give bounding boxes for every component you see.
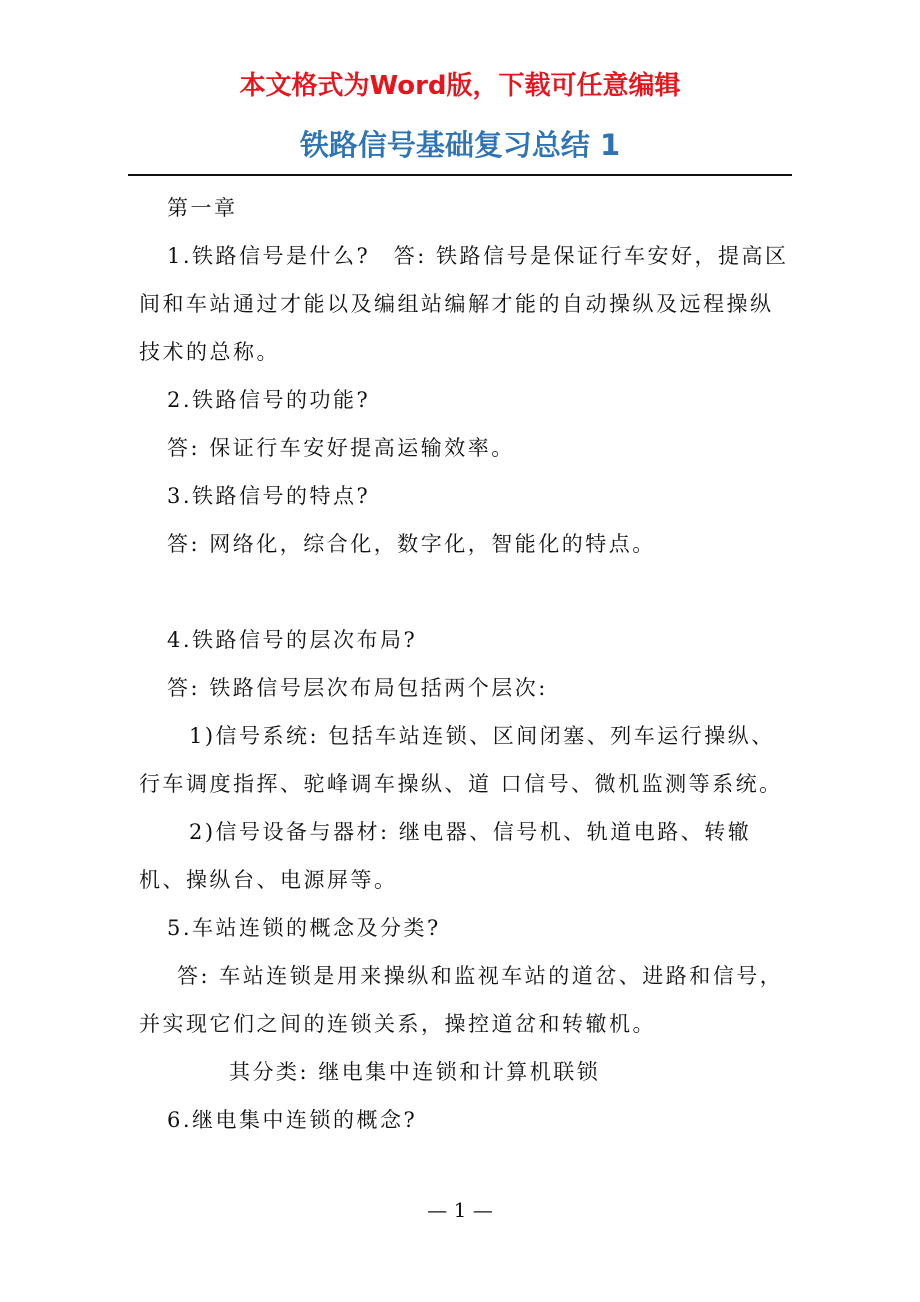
question-4: 4.铁路信号的层次布局?: [167, 628, 418, 652]
answer-2: 答: 保证行车安好提高运输效率。: [167, 436, 515, 460]
answer-4-item-1: 1)信号系统: 包括车站连锁、区间闭塞、列车运行操纵、行车调度指挥、驼峰调车操纵、道 口信号、微机监测等系统。: [139, 724, 783, 796]
answer-3: 答: 网络化，综合化，数字化，智能化的特点。: [167, 532, 656, 556]
blank-line: [139, 568, 789, 616]
document-body: [139, 184, 789, 1144]
document-title: 铁路信号基础复习总结 1: [299, 128, 621, 162]
title-divider: [128, 174, 792, 176]
answer-4-item-2: 2)信号设备与器材: 继电器、信号机、轨道电路、转辙机、操纵台、电源屏等。: [139, 820, 752, 892]
page-number: — 1 —: [427, 1198, 493, 1222]
question-1: 1.铁路信号是什么? 答: 铁路信号是保证行车安好，提高区间和车站通过才能以及编组站编解才能的自动操纵及远程操纵技术的总称。: [139, 244, 789, 364]
answer-5: 答: 车站连锁是用来操纵和监视车站的道岔、进路和信号，并实现它们之间的连锁关系，操控道岔和转辙机。: [139, 964, 784, 1036]
answer-4: 答: 铁路信号层次布局包括两个层次:: [167, 676, 548, 700]
question-3: 3.铁路信号的特点?: [167, 484, 371, 508]
question-5: 5.车站连锁的概念及分类?: [167, 916, 441, 940]
question-6: 6.继电集中连锁的概念?: [167, 1108, 418, 1132]
question-2: 2.铁路信号的功能?: [167, 388, 371, 412]
format-notice: 本文格式为Word版，下载可任意编辑: [239, 71, 681, 101]
chapter-heading: 第一章: [167, 196, 238, 220]
answer-5-classification: 其分类: 继电集中连锁和计算机联锁: [229, 1060, 601, 1084]
